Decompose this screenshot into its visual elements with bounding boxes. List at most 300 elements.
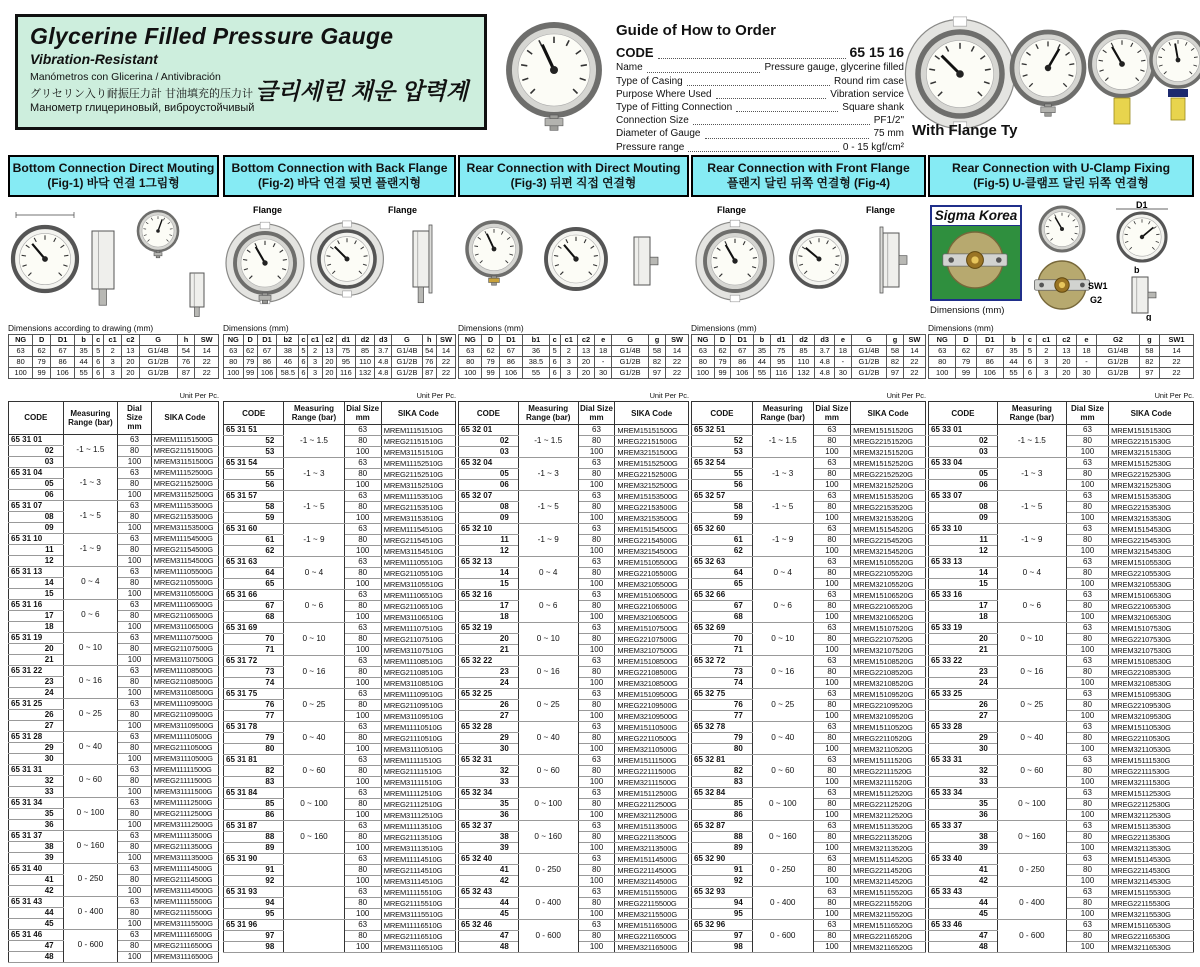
section-title-en: Bottom Connection Direct Mouting (12, 161, 215, 175)
dial-cell: 63 (813, 590, 850, 601)
dimensions-table (928, 334, 1194, 379)
dim-cell: 13 (577, 346, 594, 357)
sika-cell: MREM32153500G (615, 513, 689, 524)
sika-cell: MREG21115500G (151, 907, 218, 918)
code-cell: 86 (224, 810, 284, 821)
product-table (8, 401, 219, 963)
dial-cell: 63 (813, 854, 850, 865)
dim-cell: 54 (422, 346, 436, 357)
product-row (9, 830, 219, 841)
dim-row (459, 346, 689, 357)
code-cell: 35 (9, 808, 64, 819)
sika-cell: MREM15107500G (615, 623, 689, 634)
dim-col-header: G (851, 335, 886, 346)
code-cell: 65 32 22 (459, 656, 519, 667)
dial-cell: 63 (578, 788, 615, 799)
product-row (459, 524, 689, 535)
dial-cell: 100 (813, 843, 850, 854)
code-cell: 35 (929, 799, 998, 810)
code-cell: 92 (692, 876, 753, 887)
product-table (458, 401, 689, 953)
dial-cell: 80 (578, 634, 615, 645)
dial-cell: 63 (1066, 425, 1108, 436)
dial-cell: 63 (1066, 887, 1108, 898)
dial-cell: 80 (118, 610, 152, 621)
sika-cell: MREG21105510G (381, 568, 455, 579)
dial-cell: 80 (813, 469, 850, 480)
dial-cell: 80 (578, 898, 615, 909)
dial-cell: 80 (118, 742, 152, 753)
dim-col-header: g (648, 335, 665, 346)
guide-row-value: Square shank (842, 102, 904, 114)
section-title-fig3 (458, 155, 689, 197)
sika-cell: MREM31154500G (151, 555, 218, 566)
dim-cell: 99 (243, 368, 257, 379)
sika-cell: MREM32106520G (851, 612, 926, 623)
code-cell: 88 (692, 832, 753, 843)
code-cell: 42 (459, 876, 519, 887)
dim-cell: 3 (308, 368, 322, 379)
dim-cell: G1/4B (139, 346, 177, 357)
page-title: Glycerine Filled Pressure Gauge (30, 23, 394, 49)
sika-cell: MREM11115500G (151, 896, 218, 907)
dim-col-header: g (1139, 335, 1159, 346)
range-cell: -1 ~ 3 (752, 458, 813, 491)
range-cell: 0 ~ 6 (518, 590, 578, 623)
dial-cell: 63 (813, 920, 850, 931)
code-cell: 65 32 43 (459, 887, 519, 898)
sika-cell: MREG22115530G (1109, 898, 1194, 909)
dim-cell: 62 (714, 346, 731, 357)
dim-cell: 18 (835, 346, 852, 357)
sika-cell: MREM32106530G (1109, 612, 1194, 623)
range-cell: 0 ~ 10 (518, 623, 578, 656)
dim-cell: 75 (337, 346, 356, 357)
dim-col-header: NG (459, 335, 482, 346)
product-row (692, 854, 926, 865)
code-cell: 26 (9, 709, 64, 720)
sika-cell: MREG22153530G (1109, 502, 1194, 513)
code-cell: 27 (9, 720, 64, 731)
code-cell: 65 33 25 (929, 689, 998, 700)
col-header-sika: SIKA Code (851, 402, 926, 425)
sika-cell: MREG22109520G (851, 700, 926, 711)
dial-cell: 100 (1066, 744, 1108, 755)
sika-cell: MREM31106500G (151, 621, 218, 632)
sika-cell: MREM32109520G (851, 711, 926, 722)
dim-row (459, 368, 689, 379)
dial-cell: 100 (344, 447, 381, 458)
code-cell: 09 (459, 513, 519, 524)
sika-cell: MREM15105500G (615, 557, 689, 568)
dim-cell: 95 (770, 357, 792, 368)
dial-cell: 63 (813, 458, 850, 469)
dim-cell: 4.8 (815, 368, 835, 379)
col-header-dial: Dial Size mm (118, 402, 152, 435)
sigma-korea-label: Sigma Korea (932, 207, 1020, 226)
code-cell: 98 (224, 942, 284, 953)
code-cell: 65 31 04 (9, 467, 64, 478)
sika-cell: MREG21111510G (381, 766, 455, 777)
title-spanish: Manómetros con Glicerina / Antivibración (30, 71, 221, 83)
code-cell: 76 (224, 700, 284, 711)
dial-cell: 80 (344, 568, 381, 579)
sika-cell: MREM15116520G (851, 920, 926, 931)
flange-type-caption: With Flange Ty (912, 122, 1018, 139)
code-cell: 65 31 96 (224, 920, 284, 931)
code-cell: 23 (459, 667, 519, 678)
product-row (929, 920, 1194, 931)
dial-cell: 100 (118, 654, 152, 665)
dial-cell: 100 (813, 744, 850, 755)
range-cell: 0 ~ 25 (518, 689, 578, 722)
code-cell: 77 (692, 711, 753, 722)
dim-cell: 97 (887, 368, 904, 379)
dim-row (224, 346, 456, 357)
product-row (9, 698, 219, 709)
sika-cell: MREM11116500G (151, 929, 218, 940)
dial-cell: 80 (578, 700, 615, 711)
dim-mark: D1 (1136, 201, 1148, 210)
range-cell: -1 ~ 3 (518, 458, 578, 491)
dim-cell: 46 (277, 357, 299, 368)
range-cell: 0 ~ 4 (518, 557, 578, 590)
code-cell: 65 31 75 (224, 689, 284, 700)
dial-cell: 63 (344, 689, 381, 700)
dim-col-header: d2 (355, 335, 375, 346)
sika-cell: MREM32114530G (1109, 876, 1194, 887)
dim-cell: G1/2B (1097, 357, 1140, 368)
dim-cell: 58 (887, 346, 904, 357)
dim-col-header: NG (9, 335, 33, 346)
dim-row (9, 357, 219, 368)
sika-cell: MREG22152530G (1109, 469, 1194, 480)
sika-cell: MREG22154530G (1109, 535, 1194, 546)
sika-cell: MREM31153510G (381, 513, 455, 524)
code-cell: 65 31 46 (9, 929, 64, 940)
code-cell: 94 (692, 898, 753, 909)
dial-cell: 63 (1066, 458, 1108, 469)
range-cell (284, 887, 344, 920)
section-fig2 (223, 155, 456, 960)
code-cell: 91 (692, 865, 753, 876)
sika-cell: MREG22106500G (615, 601, 689, 612)
dial-cell: 80 (344, 535, 381, 546)
product-row (459, 491, 689, 502)
code-cell: 65 31 43 (9, 896, 64, 907)
dim-cell: 22 (903, 368, 925, 379)
code-cell: 65 33 37 (929, 821, 998, 832)
code-cell: 21 (459, 645, 519, 656)
sika-cell: MREG22111500G (615, 766, 689, 777)
dim-cell: G1/2B (392, 368, 422, 379)
dial-cell: 80 (578, 931, 615, 942)
dim-col-header: b2 (277, 335, 299, 346)
dim-cell: 30 (1076, 368, 1096, 379)
sika-cell: MREM15112530G (1109, 788, 1194, 799)
dim-cell: 80 (692, 357, 715, 368)
dim-col-header: D1 (976, 335, 1003, 346)
dial-cell: 63 (578, 557, 615, 568)
dial-cell: 63 (578, 524, 615, 535)
range-cell: 0 - 250 (63, 863, 118, 896)
dim-cell: 106 (257, 368, 277, 379)
range-cell: -1 ~ 3 (63, 467, 118, 500)
dim-cell: 13 (122, 346, 140, 357)
sika-cell: MREM15105520G (851, 557, 926, 568)
product-row (929, 491, 1194, 502)
title-russian: Манометр глицериновый, виброустойчивый (30, 102, 255, 114)
dim-cell: 20 (122, 357, 140, 368)
dim-col-header: h (422, 335, 436, 346)
sika-cell: MREM11151500G (151, 434, 218, 445)
dial-cell: 100 (1066, 546, 1108, 557)
code-cell: 32 (9, 775, 64, 786)
range-cell: 0 ~ 160 (997, 821, 1066, 854)
col-header-code: CODE (9, 402, 64, 435)
code-cell: 14 (459, 568, 519, 579)
product-row (692, 920, 926, 931)
dim-cell: 3 (560, 357, 577, 368)
dial-cell: 100 (1066, 612, 1108, 623)
dial-cell: 80 (1066, 865, 1108, 876)
dim-cell: 79 (33, 357, 51, 368)
range-cell: 0 ~ 4 (752, 557, 813, 590)
code-cell: 18 (459, 612, 519, 623)
range-cell: 0 - 600 (518, 920, 578, 953)
sika-cell: MREM15112500G (615, 788, 689, 799)
sika-cell: MREM15153530G (1109, 491, 1194, 502)
dim-cell: 18 (595, 346, 612, 357)
sika-cell: MREG22151520G (851, 436, 926, 447)
dim-row (9, 346, 219, 357)
dim-cell: 13 (322, 346, 336, 357)
dim-col-header: D (33, 335, 51, 346)
sika-cell: MREM32108530G (1109, 678, 1194, 689)
dim-cell: 63 (929, 346, 956, 357)
dim-cell: 99 (956, 368, 976, 379)
dim-col-header: d2 (792, 335, 815, 346)
sika-cell: MREM32115520G (851, 909, 926, 920)
dim-col-header: NG (692, 335, 715, 346)
dial-cell: 100 (813, 513, 850, 524)
dial-cell: 100 (344, 612, 381, 623)
dim-cell: 2 (308, 346, 322, 357)
dim-cell: 3 (560, 368, 577, 379)
product-row (929, 689, 1194, 700)
code-cell: 15 (9, 588, 64, 599)
code-cell: 32 (929, 766, 998, 777)
dim-cell: 67 (51, 346, 75, 357)
product-table-block (8, 391, 219, 963)
sika-cell: MREM15153520G (851, 491, 926, 502)
sika-cell: MREM31109510G (381, 711, 455, 722)
dim-cell: G1/2B (851, 357, 886, 368)
pressure-gauge-icon (696, 220, 774, 302)
dim-cell: 86 (976, 357, 1003, 368)
sika-cell: MREM15116530G (1109, 920, 1194, 931)
code-cell: 14 (9, 577, 64, 588)
dial-cell: 100 (1066, 645, 1108, 656)
pressure-gauge-icon (467, 222, 521, 285)
dial-cell: 63 (813, 755, 850, 766)
dim-cell: 3 (104, 357, 122, 368)
u-clamp-back-icon (1034, 261, 1089, 309)
range-cell: 0 ~ 16 (997, 656, 1066, 689)
dial-cell: 63 (118, 599, 152, 610)
dial-cell: 63 (344, 821, 381, 832)
sika-cell: MREM15107530G (1109, 623, 1194, 634)
dim-cell: 85 (792, 346, 815, 357)
flange-label: Flange (717, 205, 747, 215)
code-cell: 15 (459, 579, 519, 590)
dial-cell: 100 (118, 489, 152, 500)
dim-col-header: c (549, 335, 560, 346)
code-cell: 65 32 78 (692, 722, 753, 733)
unit-note: Unit Per Pc. (416, 391, 456, 400)
sika-cell: MREG21152510G (381, 469, 455, 480)
gauge-side-view-icon (190, 273, 204, 317)
dim-col-header: D (714, 335, 731, 346)
code-cell: 79 (692, 733, 753, 744)
code-cell: 65 31 93 (224, 887, 284, 898)
col-header-code: CODE (929, 402, 998, 425)
dim-cell: 22 (1159, 368, 1193, 379)
dim-cell: 2 (1036, 346, 1056, 357)
code-cell: 65 31 78 (224, 722, 284, 733)
dial-cell: 100 (344, 744, 381, 755)
dim-cell: 100 (224, 368, 244, 379)
dim-col-header: G (139, 335, 177, 346)
sika-cell: MREG22151530G (1109, 436, 1194, 447)
product-table-block (223, 391, 456, 953)
gauge-photos (492, 12, 1200, 147)
dim-col-header: b (754, 335, 771, 346)
dial-cell: 63 (578, 425, 615, 436)
dial-cell: 100 (813, 546, 850, 557)
dim-col-header: D1 (257, 335, 277, 346)
unit-note: Unit Per Pc. (1154, 391, 1194, 400)
dim-col-header: D1 (731, 335, 754, 346)
dim-cell: 86 (257, 357, 277, 368)
product-row (459, 458, 689, 469)
dial-cell: 63 (1066, 722, 1108, 733)
dial-cell: 100 (578, 810, 615, 821)
sika-cell: MREG22116520G (851, 931, 926, 942)
sika-cell: MREM32107500G (615, 645, 689, 656)
sika-cell: MREG21115510G (381, 898, 455, 909)
dial-cell: 80 (1066, 601, 1108, 612)
code-cell: 65 33 01 (929, 425, 998, 436)
dim-col-header: h (177, 335, 195, 346)
dim-col-header: NG (929, 335, 956, 346)
dim-cell: G1/4B (392, 346, 422, 357)
dim-cell: 63 (9, 346, 33, 357)
dim-col-header: SW (195, 335, 219, 346)
code-cell: 68 (224, 612, 284, 623)
dial-cell: 63 (1066, 557, 1108, 568)
section-fig3 (458, 155, 689, 960)
range-cell: -1 ~ 3 (284, 458, 344, 491)
dim-col-header: c (1024, 335, 1037, 346)
dial-cell: 100 (578, 513, 615, 524)
dial-cell: 80 (813, 766, 850, 777)
product-row (929, 788, 1194, 799)
code-cell: 65 32 69 (692, 623, 753, 634)
dim-cell: 87 (177, 368, 195, 379)
code-cell: 65 32 60 (692, 524, 753, 535)
dial-cell: 80 (118, 874, 152, 885)
range-cell: 0 ~ 160 (63, 830, 118, 863)
product-row (224, 689, 456, 700)
product-row (459, 755, 689, 766)
sika-cell: MREM15108500G (615, 656, 689, 667)
dim-cell: 106 (731, 368, 754, 379)
dial-cell: 63 (578, 458, 615, 469)
sika-cell: MREM32111500G (615, 777, 689, 788)
sika-cell: MREM31111500G (151, 786, 218, 797)
dim-col-header: c2 (577, 335, 594, 346)
code-cell: 65 32 40 (459, 854, 519, 865)
range-cell: 0 ~ 6 (63, 599, 118, 632)
dim-cell: 58 (1139, 346, 1159, 357)
code-cell: 65 33 10 (929, 524, 998, 535)
dial-cell: 100 (118, 720, 152, 731)
range-cell: 0 ~ 60 (284, 755, 344, 788)
dim-cell: G1/2B (612, 368, 649, 379)
product-row (459, 788, 689, 799)
unit-note: Unit Per Pc. (179, 391, 219, 400)
pressure-gauge-icon (1040, 207, 1084, 251)
dial-cell: 80 (578, 502, 615, 513)
dial-cell: 100 (578, 480, 615, 491)
dial-cell: 63 (813, 491, 850, 502)
dimensions-title: Dimensions (mm) (223, 323, 289, 333)
code-cell: 23 (929, 667, 998, 678)
range-cell: 0 - 600 (63, 929, 118, 962)
sika-cell: MREM11112510G (381, 788, 455, 799)
code-cell: 12 (9, 555, 64, 566)
range-cell: 0 ~ 40 (752, 722, 813, 755)
code-cell: 11 (459, 535, 519, 546)
dial-cell: 63 (578, 590, 615, 601)
dim-cell: 6 (299, 357, 308, 368)
sika-cell: MREM11115510G (381, 887, 455, 898)
dial-cell: 63 (813, 557, 850, 568)
dim-cell: G1/2B (612, 357, 649, 368)
dial-cell: 80 (1066, 634, 1108, 645)
dial-cell: 63 (344, 788, 381, 799)
code-cell: 79 (224, 733, 284, 744)
dial-cell: 63 (578, 656, 615, 667)
dim-cell: 63 (459, 346, 482, 357)
dim-cell: 6 (549, 368, 560, 379)
sika-cell: MREM31154510G (381, 546, 455, 557)
code-cell: 47 (929, 931, 998, 942)
range-cell: -1 ~ 9 (284, 524, 344, 557)
sika-cell: MREG21152500G (151, 478, 218, 489)
dial-cell: 63 (118, 896, 152, 907)
sika-cell: MREM15106500G (615, 590, 689, 601)
dial-cell: 100 (118, 951, 152, 962)
dim-cell: G1/2B (139, 368, 177, 379)
code-cell: 17 (9, 610, 64, 621)
dim-cell: 110 (792, 357, 815, 368)
code-cell: 17 (929, 601, 998, 612)
pressure-gauge-icon (1151, 33, 1200, 87)
code-cell: 27 (459, 711, 519, 722)
dial-cell: 63 (344, 557, 381, 568)
